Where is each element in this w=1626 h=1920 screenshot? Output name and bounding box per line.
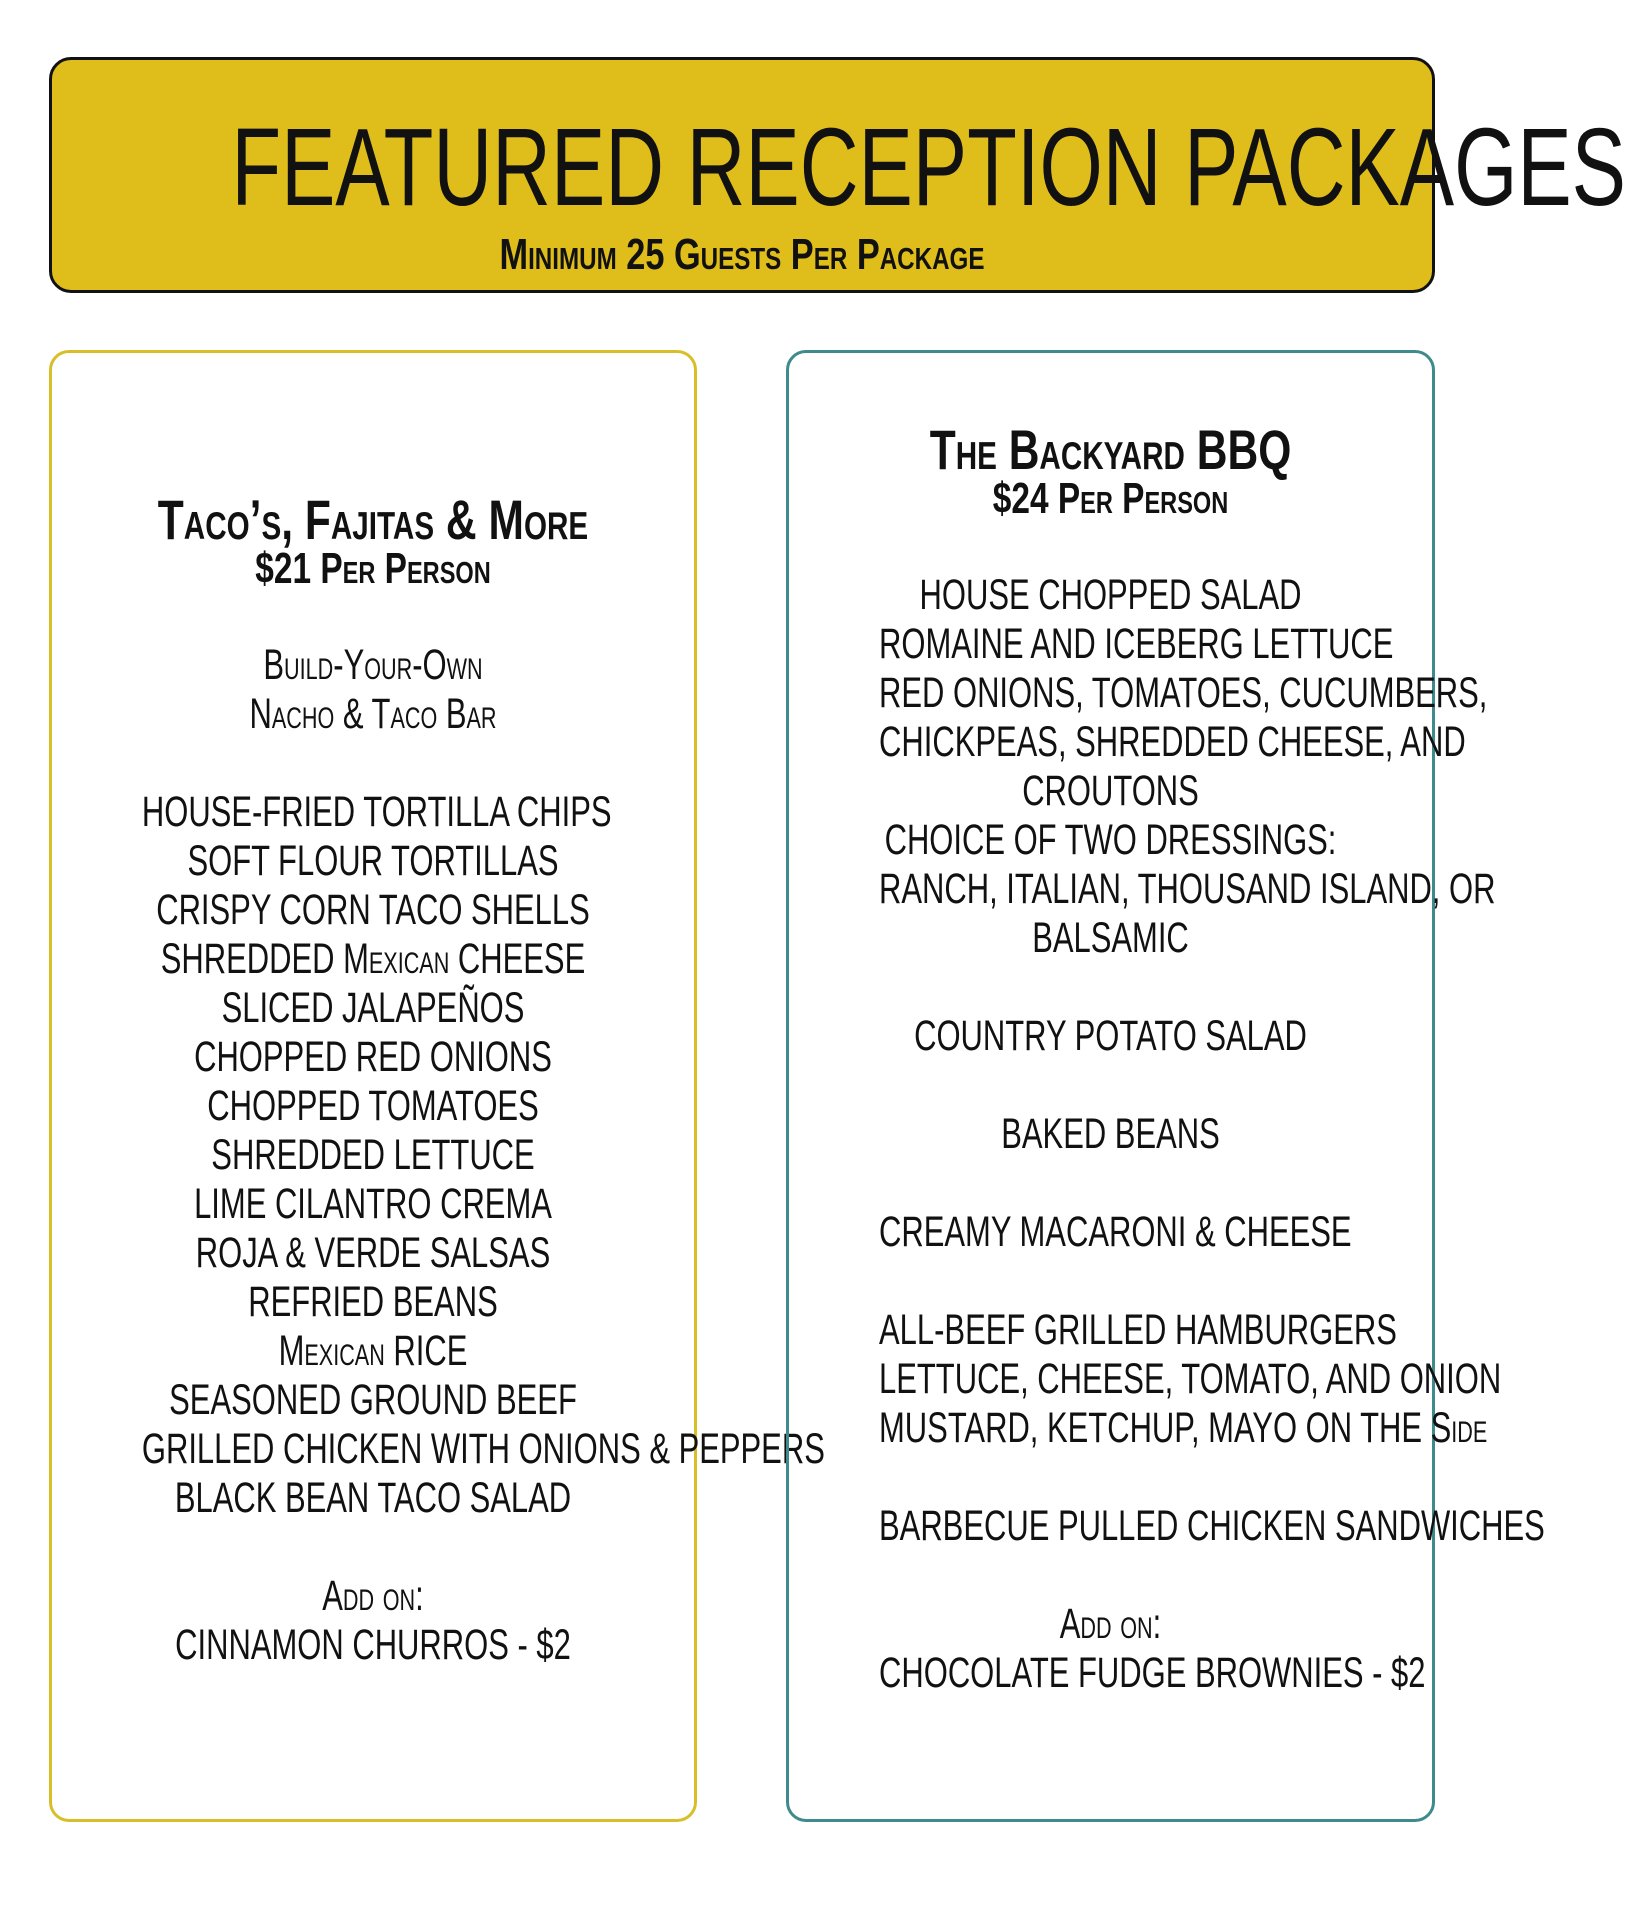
package-card-tacos bbox=[49, 350, 825, 1822]
menu-item: SOFT FLOUR TORTILLAS bbox=[187, 837, 559, 885]
package-price: $21 Per Person bbox=[255, 544, 491, 593]
menu-item: ALL-BEEF GRILLED HAMBURGERS bbox=[879, 1306, 1397, 1354]
menu-item: BARBECUE PULLED CHICKEN SANDWICHES bbox=[879, 1502, 1545, 1550]
menu-item: SHREDDED Mexican CHEESE bbox=[160, 935, 586, 983]
menu-item: HOUSE-FRIED TORTILLA CHIPS bbox=[141, 788, 612, 836]
menu-item: COUNTRY POTATO SALAD bbox=[914, 1012, 1307, 1060]
package-menu bbox=[52, 641, 825, 1670]
package-menu bbox=[789, 571, 1545, 1698]
menu-item: ROJA & VERDE SALSAS bbox=[195, 1229, 551, 1277]
menu-item: BAKED BEANS bbox=[1001, 1110, 1220, 1158]
package-price: $24 Per Person bbox=[992, 474, 1229, 523]
header-banner bbox=[49, 57, 1626, 293]
menu-item: CRISPY CORN TACO SHELLS bbox=[156, 886, 590, 934]
menu-item: HOUSE CHOPPED SALAD bbox=[919, 571, 1302, 619]
menu-item: LETTUCE, CHEESE, TOMATO, AND ONION bbox=[879, 1355, 1502, 1403]
addon-item: CINNAMON CHURROS - $2 bbox=[175, 1621, 571, 1669]
addon-label: Add on: bbox=[1059, 1600, 1162, 1648]
menu-item: ROMAINE AND ICEBERG LETTUCE bbox=[879, 620, 1394, 668]
package-card-bbq bbox=[786, 350, 1545, 1822]
menu-item: CREAMY MACARONI & CHEESE bbox=[879, 1208, 1352, 1256]
addon-label: Add on: bbox=[322, 1572, 424, 1620]
menu-item: CHICKPEAS, SHREDDED CHEESE, AND bbox=[879, 718, 1466, 766]
menu-item: SLICED JALAPEÑOS bbox=[221, 984, 525, 1032]
menu-item: CHOICE OF TWO DRESSINGS: bbox=[884, 816, 1337, 864]
menu-item: SHREDDED LETTUCE bbox=[211, 1131, 535, 1179]
menu-intro-line: Build-Your-Own bbox=[263, 641, 483, 689]
menu-item: SEASONED GROUND BEEF bbox=[169, 1376, 577, 1424]
menu-item: BALSAMIC bbox=[1032, 914, 1189, 962]
menu-intro-line: Nacho & Taco Bar bbox=[249, 690, 497, 738]
menu-item: RANCH, ITALIAN, THOUSAND ISLAND, OR bbox=[879, 865, 1496, 913]
page-title: FEATURED RECEPTION PACKAGES bbox=[231, 106, 1626, 229]
menu-item: MUSTARD, KETCHUP, MAYO ON THE Side bbox=[879, 1404, 1488, 1452]
menu-item: CHOPPED TOMATOES bbox=[207, 1082, 539, 1130]
menu-item: GRILLED CHICKEN WITH ONIONS & PEPPERS bbox=[141, 1425, 825, 1473]
menu-item: RED ONIONS, TOMATOES, CUCUMBERS, bbox=[879, 669, 1488, 717]
package-name: Taco’s, Fajitas & More bbox=[157, 488, 589, 551]
package-name: The Backyard BBQ bbox=[929, 418, 1292, 481]
menu-item: CHOPPED RED ONIONS bbox=[194, 1033, 552, 1081]
addon-item: CHOCOLATE FUDGE BROWNIES - $2 bbox=[879, 1649, 1426, 1697]
menu-item: REFRIED BEANS bbox=[248, 1278, 498, 1326]
page-subtitle: Minimum 25 Guests Per Package bbox=[499, 230, 985, 279]
menu-item: BLACK BEAN TACO SALAD bbox=[174, 1474, 572, 1522]
menu-item: Mexican RICE bbox=[278, 1327, 468, 1375]
menu-item: CROUTONS bbox=[1022, 767, 1199, 815]
menu-item: LIME CILANTRO CREMA bbox=[194, 1180, 552, 1228]
